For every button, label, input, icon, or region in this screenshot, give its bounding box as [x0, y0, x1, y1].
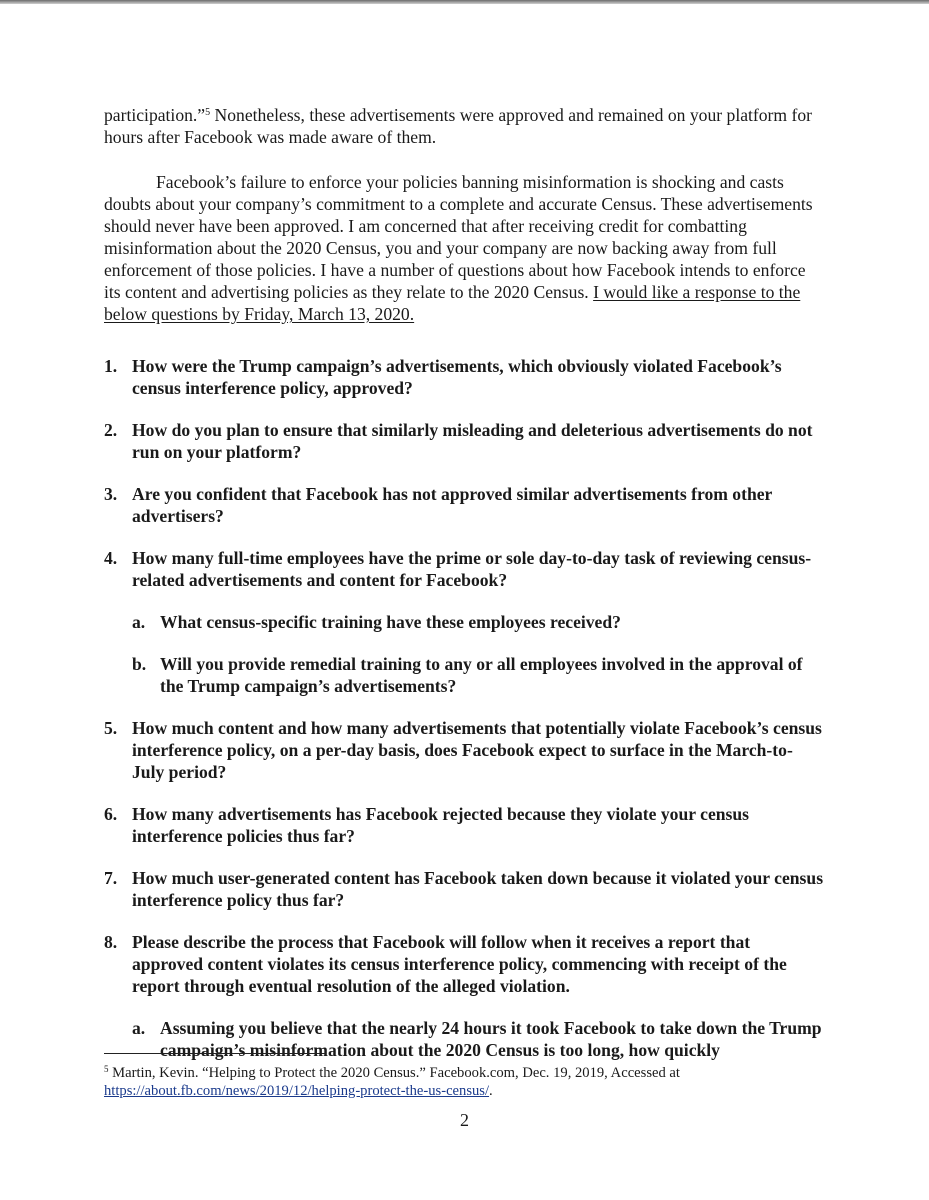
- question-4a: a. What census-specific training have these employees received?: [132, 612, 621, 632]
- question-5: 5. How much content and how many advertisements that potentially violate Facebook’s census interference policy, on a per-day basis, does Facebook expect to surface in the March-to-July period?: [104, 718, 822, 782]
- scan-top-edge: [0, 0, 929, 4]
- footnote-link[interactable]: https://about.fb.com/news/2019/12/helping-protect-the-us-census/: [104, 1083, 490, 1099]
- question-8a: a. Assuming you believe that the nearly 24 hours it took Facebook to take down the Trump campaign’s misinformation about the 2020 Census is too long, how quickly: [132, 1018, 822, 1060]
- question-4: 4. How many full-time employees have the prime or sole day-to-day task of reviewing census-related advertisements and content for Facebook?: [104, 548, 812, 590]
- response-deadline: I would like a response to the below questions by Friday, March 13, 2020.: [104, 282, 801, 324]
- question-7: 7. How much user-generated content has Facebook taken down because it violated your census interference policy thus far?: [104, 868, 824, 910]
- footnote-divider: [104, 1053, 326, 1054]
- question-3: 3. Are you confident that Facebook has not approved similar advertisements from other advertisers?: [104, 484, 773, 526]
- question-4b: b. Will you provide remedial training to any or all employees involved in the approval of the Trump campaign’s advertisements?: [132, 654, 803, 696]
- question-2: 2. How do you plan to ensure that similarly misleading and deleterious advertisements do not run on your platform?: [104, 420, 813, 462]
- intro-paragraph-1: participation.”$^5$ Nonetheless, these advertisements were approved and remained on your platform for hours after Facebook was made aware of them.: [104, 105, 813, 147]
- letter-body: [104, 104, 824, 1081]
- intro-paragraph-2: Facebook’s failure to enforce your policies banning misinformation is shocking and casts doubts about your company’s commitment to a complete and accurate Census. These advertisements should never have been approved. I am concerned that after receiving credit for combatting misinformation about the 2020 Census, you and your company are now backing away from full enforcement of those policies. I have a number of questions about how Facebook intends to enforce its content and advertising policies as they relate to the 2020 Census. I would like a response to the below questions by Friday, March 13, 2020.: [104, 172, 813, 324]
- footnote-ref-5: 5: [205, 107, 211, 118]
- question-8: 8. Please describe the process that Facebook will follow when it receives a report that approved content violates its census interference policy, commencing with receipt of the report through eventual resolution of the alleged violation.: [104, 932, 787, 996]
- page-number: 2: [460, 1110, 469, 1130]
- question-1: 1. How were the Trump campaign’s advertisements, which obviously violated Facebook’s census interference policy, approved?: [104, 356, 782, 398]
- question-6: 6. How many advertisements has Facebook rejected because they violate your census interference policies thus far?: [104, 804, 750, 846]
- footnote-5: $^5$ Martin, Kevin. “Helping to Protect the 2020 Census.” Facebook.com, Dec. 19, 2019, Accessed at https://about.fb.com/news/2019/12/helping-protect-the-us-census/.: [104, 1064, 680, 1099]
